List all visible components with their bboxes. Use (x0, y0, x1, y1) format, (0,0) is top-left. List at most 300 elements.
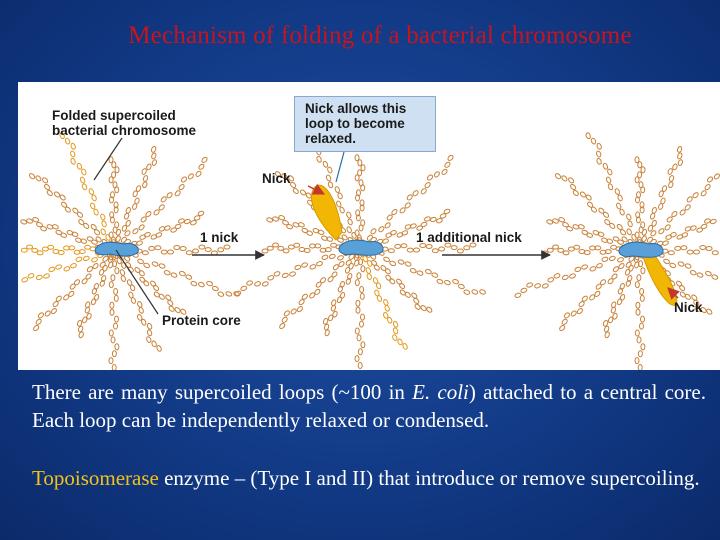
supercoil-segment (36, 222, 43, 228)
supercoil-segment (464, 246, 470, 250)
supercoil-segment (640, 289, 644, 295)
supercoil-segment (635, 232, 639, 238)
supercoil-segment (406, 194, 413, 201)
supercoil-segment (46, 189, 53, 196)
supercoil-segment (639, 182, 643, 188)
supercoil-segment (383, 299, 389, 306)
supercoil-segment (134, 267, 141, 274)
supercoil-segment (158, 293, 165, 300)
supercoil-segment (604, 219, 611, 226)
supercoil-segment (273, 271, 280, 277)
supercoil-segment (21, 248, 27, 252)
supercoil-segment (358, 170, 362, 176)
supercoil-segment (72, 207, 79, 214)
supercoil-segment (91, 194, 97, 201)
supercoil-segment (212, 286, 219, 292)
supercoil-segment (392, 334, 398, 341)
supercoil-segment (340, 292, 346, 299)
supercoil-segment (420, 222, 427, 228)
supercoil-segment (416, 270, 423, 276)
supercoil-segment (354, 259, 360, 266)
supercoil-segment (424, 216, 431, 222)
supercoil-segment (66, 230, 73, 236)
supercoil-segment (384, 268, 391, 275)
supercoil-segment (88, 188, 94, 195)
supercoil-segment (562, 222, 569, 228)
supercoil-segment (641, 344, 645, 350)
supercoil-segment (225, 291, 232, 297)
supercoil-segment (70, 263, 77, 269)
supercoil-segment (345, 259, 352, 266)
supercoil-segment (404, 291, 411, 298)
supercoil-segment (360, 287, 364, 293)
supercoil-segment (48, 266, 55, 272)
supercoil-segment (396, 278, 403, 285)
supercoil-segment (179, 271, 186, 277)
supercoil-segment (93, 209, 99, 216)
supercoil-segment (663, 258, 670, 264)
supercoil-segment (399, 282, 406, 289)
supercoil-segment (139, 276, 146, 283)
supercoil-segment (156, 345, 162, 352)
supercoil-segment (115, 167, 119, 173)
supercoil-segment (677, 152, 683, 159)
supercoil-segment (690, 225, 697, 231)
supercoil-segment (677, 146, 683, 153)
label-one-nick: 1 nick (200, 230, 239, 245)
supercoil-segment (361, 314, 365, 320)
supercoil-segment (611, 245, 617, 249)
supercoil-segment (570, 310, 577, 317)
supercoil-segment (322, 161, 328, 168)
supercoil-segment (44, 183, 51, 190)
supercoil-segment (596, 143, 602, 150)
supercoil-segment (55, 230, 62, 236)
supercoil-segment (589, 266, 596, 272)
supercoil-segment (155, 232, 162, 238)
supercoil-segment (145, 211, 152, 218)
supercoil-segment (613, 236, 620, 242)
supercoil-segment (42, 247, 48, 251)
supercoil-segment (402, 343, 408, 350)
supercoil-segment (75, 256, 82, 262)
supercoil-segment (426, 245, 432, 249)
supercoil-segment (626, 228, 632, 235)
supercoil-segment (357, 335, 361, 341)
supercoil-segment (608, 316, 614, 323)
supercoil-segment (346, 211, 352, 218)
supercoil-segment (125, 207, 131, 214)
supercoil-segment (81, 168, 87, 175)
supercoil-segment (617, 298, 623, 305)
supercoil-segment (355, 328, 359, 334)
slide-title: Mechanism of folding of a bacterial chromosome (128, 22, 632, 49)
supercoil-segment (451, 246, 457, 250)
supercoil-segment (301, 262, 308, 268)
supercoil-segment (82, 316, 88, 323)
supercoil-segment (713, 173, 720, 180)
supercoil-segment (658, 228, 665, 235)
supercoil-segment (120, 275, 126, 282)
supercoil-segment (78, 326, 84, 333)
supercoil-segment (357, 273, 361, 279)
supercoil-segment (151, 152, 157, 159)
supercoil-segment (153, 284, 160, 291)
description-paragraph-2 (32, 464, 706, 492)
supercoil-segment (278, 246, 284, 250)
supercoil-segment (99, 280, 105, 287)
supercoil-segment (388, 249, 394, 253)
supercoil-segment (425, 269, 432, 275)
supercoil-segment (526, 282, 533, 288)
chromosome-3-loops (514, 132, 720, 370)
supercoil-segment (298, 299, 305, 306)
supercoil-segment (687, 250, 693, 254)
supercoil-segment (696, 227, 703, 233)
supercoil-segment (553, 245, 559, 249)
supercoil-segment (534, 283, 541, 289)
supercoil-segment (82, 183, 88, 190)
supercoil-segment (61, 201, 68, 208)
supercoil-segment (667, 168, 673, 175)
supercoil-segment (110, 302, 114, 308)
p2-rest: enzyme – (Type I and II) that introduce or remove supercoiling. (158, 466, 700, 490)
supercoil-segment (345, 278, 351, 285)
p1-part-b: ) attached to a central core. Each loop can be independently relaxed or condensed. (32, 380, 706, 432)
label-folded-line1: Folded supercoiled (52, 108, 176, 123)
supercoil-segment (361, 165, 365, 171)
supercoil-segment (393, 321, 399, 328)
supercoil-segment (439, 247, 445, 251)
supercoil-segment (568, 247, 574, 251)
supercoil-segment (174, 246, 180, 250)
supercoil-segment (625, 280, 631, 287)
supercoil-segment (704, 218, 711, 224)
supercoil-segment (80, 176, 86, 183)
supercoil-segment (63, 266, 70, 272)
supercoil-segment (662, 240, 669, 246)
supercoil-segment (601, 237, 608, 243)
supercoil-segment (174, 190, 181, 197)
supercoil-segment (589, 294, 596, 301)
supercoil-segment (262, 281, 269, 287)
supercoil-segment (100, 213, 106, 220)
supercoil-segment (520, 287, 527, 293)
supercoil-segment (158, 204, 165, 211)
supercoil-segment (143, 280, 150, 287)
supercoil-segment (637, 275, 641, 281)
supercoil-segment (267, 275, 274, 281)
supercoil-segment (161, 250, 167, 254)
supercoil-segment (700, 224, 707, 230)
supercoil-segment (574, 266, 581, 272)
supercoil-segment (380, 265, 387, 272)
supercoil-segment (301, 228, 308, 234)
supercoil-segment (634, 261, 640, 268)
supercoil-segment (151, 146, 157, 153)
supercoil-segment (441, 168, 448, 175)
supercoil-segment (391, 209, 398, 216)
supercoil-segment (595, 283, 602, 290)
supercoil-segment (444, 161, 451, 168)
supercoil-segment (240, 285, 247, 291)
supercoil-segment (554, 173, 561, 180)
supercoil-segment (42, 177, 49, 184)
supercoil-segment (330, 305, 336, 312)
supercoil-segment (306, 230, 313, 236)
supercoil-segment (27, 245, 33, 249)
supercoil-segment (598, 207, 605, 214)
supercoil-segment (218, 248, 224, 252)
supercoil-segment (651, 220, 657, 227)
supercoil-segment (420, 188, 427, 195)
supercoil-segment (166, 192, 173, 199)
supercoil-segment (87, 236, 94, 242)
supercoil-segment (91, 298, 97, 305)
supercoil-segment (282, 220, 289, 226)
supercoil-segment (443, 208, 450, 214)
supercoil-segment (266, 217, 273, 223)
supercoil-segment (296, 306, 303, 313)
supercoil-segment (675, 246, 681, 250)
supercoil-segment (384, 305, 390, 312)
supercoil-segment (95, 236, 102, 243)
supercoil-segment (638, 365, 642, 371)
supercoil-segment (113, 182, 117, 188)
supercoil-segment (636, 309, 640, 315)
supercoil-segment (666, 216, 673, 223)
supercoil-segment (75, 237, 82, 243)
supercoil-segment (706, 176, 713, 183)
supercoil-segment (383, 256, 390, 262)
supercoil-segment (706, 247, 712, 251)
label-nick-2: Nick (674, 300, 703, 315)
supercoil-segment (46, 224, 53, 230)
supercoil-segment (603, 320, 609, 327)
protein-core-leader-line (116, 250, 158, 314)
supercoil-segment (149, 246, 155, 250)
supercoil-segment (112, 351, 116, 357)
supercoil-segment (140, 216, 147, 223)
supercoil-segment (138, 270, 145, 277)
label-protein-core: Protein core (162, 313, 241, 328)
supercoil-segment (112, 365, 116, 371)
supercoil-segment (360, 321, 364, 327)
supercoil-segment (347, 218, 353, 225)
description-paragraph-1 (32, 378, 706, 434)
supercoil-segment (616, 223, 623, 230)
supercoil-segment (578, 301, 585, 308)
supercoil-segment (591, 138, 597, 145)
supercoil-segment (205, 248, 211, 252)
supercoil-segment (174, 224, 181, 230)
supercoil-segment (70, 143, 76, 150)
supercoil-segment (110, 309, 114, 315)
supercoil-segment (398, 259, 405, 265)
supercoil-segment (337, 255, 344, 261)
supercoil-segment (328, 314, 334, 321)
supercoil-segment (290, 308, 297, 315)
supercoil-segment (136, 240, 143, 246)
supercoil-segment (602, 163, 608, 170)
supercoil-segment (436, 279, 443, 285)
supercoil-segment (672, 163, 678, 170)
supercoil-segment (100, 228, 106, 235)
supercoil-segment (332, 264, 339, 271)
supercoil-segment (355, 230, 359, 236)
supercoil-segment (706, 308, 713, 315)
supercoil-segment (170, 272, 177, 278)
supercoil-segment (681, 232, 688, 238)
supercoil-segment (186, 251, 192, 255)
supercoil-segment (326, 174, 332, 181)
supercoil-segment (424, 182, 431, 189)
supercoil-segment (569, 273, 576, 279)
supercoil-segment (198, 282, 205, 288)
supercoil-segment (407, 248, 413, 252)
protein-core-2 (339, 240, 383, 255)
supercoil-segment (561, 175, 568, 182)
supercoil-segment (604, 331, 610, 338)
supercoil-segment (309, 292, 316, 299)
supercoil-segment (35, 318, 42, 325)
supercoil-segment (141, 319, 147, 326)
supercoil-segment (155, 246, 161, 250)
supercoil-segment (401, 244, 407, 248)
supercoil-segment (607, 278, 614, 285)
supercoil-segment (710, 219, 717, 225)
supercoil-segment (273, 243, 279, 247)
supercoil-segment (546, 219, 553, 225)
supercoil-segment (592, 230, 599, 236)
supercoil-segment (151, 340, 157, 347)
supercoil-segment (387, 317, 393, 324)
supercoil-segment (164, 270, 171, 276)
supercoil-segment (684, 204, 691, 211)
supercoil-segment (361, 342, 365, 348)
supercoil-segment (327, 276, 334, 283)
supercoil-segment (328, 181, 334, 188)
supercoil-segment (168, 250, 174, 254)
supercoil-segment (635, 282, 639, 288)
supercoil-segment (563, 312, 570, 319)
supercoil-segment (112, 172, 116, 178)
supercoil-segment (99, 269, 105, 276)
supercoil-segment (358, 363, 362, 369)
supercoil-segment (178, 184, 185, 191)
supercoil-segment (339, 207, 345, 214)
supercoil-segment (561, 318, 568, 325)
supercoil-segment (109, 358, 113, 364)
supercoil-segment (77, 320, 83, 327)
supercoil-segment (547, 248, 553, 252)
supercoil-segment (312, 228, 319, 234)
supercoil-segment (119, 269, 125, 276)
supercoil-segment (147, 323, 153, 330)
supercoil-segment (404, 202, 411, 209)
supercoil-segment (201, 156, 208, 163)
supercoil-segment (197, 210, 204, 216)
supercoil-segment (660, 197, 666, 204)
supercoil-segment (70, 158, 76, 165)
supercoil-segment (570, 183, 577, 190)
supercoil-segment (187, 173, 194, 180)
supercoil-segment (316, 156, 322, 163)
supercoil-segment (568, 177, 575, 184)
supercoil-segment (704, 184, 711, 191)
supercoil-segment (621, 236, 628, 243)
supercoil-segment (616, 202, 622, 209)
supercoil-segment (414, 303, 421, 310)
supercoil-segment (558, 248, 564, 252)
supercoil-segment (147, 329, 153, 336)
supercoil-segment (144, 232, 151, 238)
supercoil-segment (27, 273, 34, 279)
supercoil-segment (360, 293, 364, 299)
supercoil-segment (184, 219, 191, 225)
supercoil-segment (21, 277, 28, 283)
supercoil-segment (444, 280, 451, 286)
supercoil-segment (146, 336, 152, 343)
supercoil-segment (457, 249, 463, 253)
supercoil-segment (32, 217, 39, 223)
supercoil-segment (33, 324, 40, 331)
supercoil-segment (321, 235, 328, 241)
supercoil-segment (712, 251, 718, 255)
supercoil-segment (36, 274, 43, 280)
supercoil-segment (334, 186, 340, 193)
supercoil-segment (292, 222, 299, 228)
supercoil-segment (356, 300, 360, 306)
supercoil-segment (142, 181, 148, 188)
supercoil-segment (601, 256, 608, 262)
supercoil-segment (153, 209, 160, 216)
supercoil-segment (384, 222, 391, 229)
supercoil-segment (345, 267, 351, 274)
supercoil-segment (670, 232, 677, 238)
supercoil-segment (669, 175, 675, 182)
supercoil-segment (109, 330, 113, 336)
supercoil-segment (664, 224, 671, 231)
supercoil-segment (138, 307, 144, 314)
supercoil-segment (705, 271, 712, 277)
supercoil-segment (152, 261, 159, 267)
supercoil-segment (609, 255, 616, 261)
supercoil-segment (585, 194, 592, 201)
supercoil-segment (617, 288, 623, 295)
supercoil-segment (114, 295, 118, 301)
supercoil-segment (676, 280, 683, 287)
supercoil-segment (514, 292, 521, 298)
supercoil-segment (553, 273, 560, 279)
supercoil-segment (132, 228, 139, 235)
supercoil-segment (168, 305, 175, 312)
protein-core-1 (95, 242, 138, 256)
supercoil-segment (393, 327, 399, 334)
supercoil-segment (108, 261, 114, 268)
supercoil-segment (572, 224, 579, 230)
supercoil-segment (53, 191, 60, 198)
supercoil-segment (281, 316, 288, 323)
supercoil-segment (125, 220, 131, 227)
supercoil-segment (389, 278, 396, 285)
supercoil-segment (669, 262, 676, 268)
supercoil-segment (696, 272, 703, 278)
supercoil-segment (355, 155, 359, 161)
supercoil-segment (329, 253, 336, 259)
supercoil-segment (608, 183, 614, 190)
supercoil-segment (341, 234, 348, 241)
